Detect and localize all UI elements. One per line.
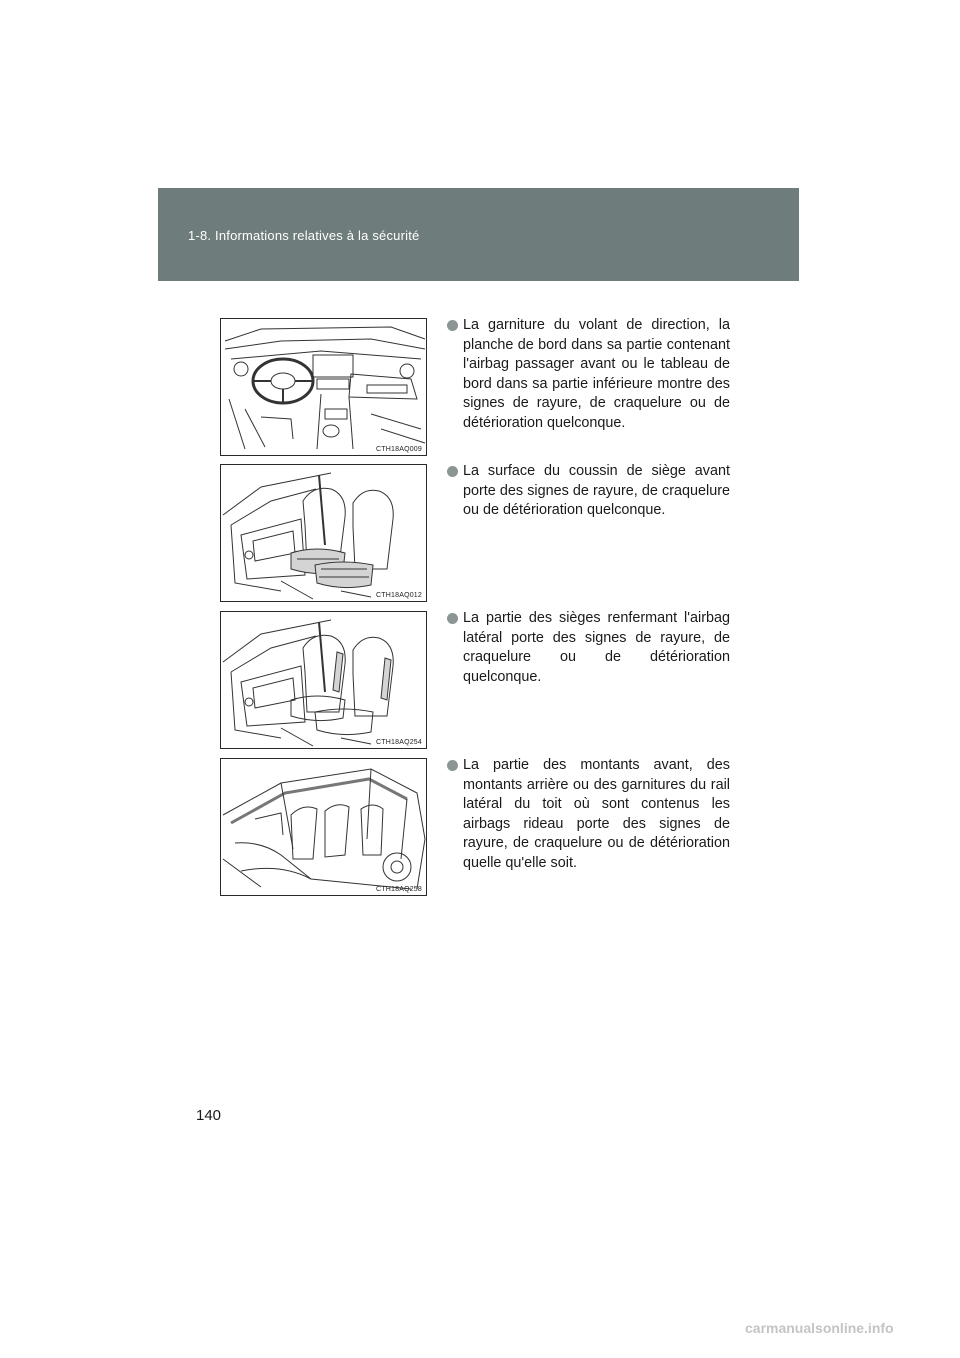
figure-code: CTH18AQ012: [376, 592, 422, 599]
figure-side-airbag-seats: [220, 611, 427, 749]
bullet-icon: [447, 320, 458, 331]
figure-code: CTH18AQ258: [376, 886, 422, 893]
seat-cushion-illustration: [221, 465, 427, 602]
list-item: [447, 609, 730, 687]
list-item: [447, 756, 730, 874]
figure-dashboard: [220, 318, 427, 456]
bullet-icon: [447, 760, 458, 771]
dashboard-illustration: [221, 319, 427, 456]
figure-code: CTH18AQ254: [376, 739, 422, 746]
section-title: 1-8. Informations relatives à la sécurité: [188, 228, 420, 243]
figure-code: CTH18AQ009: [376, 446, 422, 453]
item-text: La partie des sièges renfermant l'airbag latéral porte des signes de rayure, de craquelure ou de détérioration quelconque.: [463, 610, 730, 685]
side-airbag-illustration: [221, 612, 427, 749]
figure-front-seats: [220, 464, 427, 602]
list-item: [447, 316, 730, 434]
figure-curtain-airbags: [220, 758, 427, 896]
item-text: La surface du coussin de siège avant porte des signes de rayure, de craquelure ou de détérioration quelconque.: [463, 463, 730, 519]
list-item: [447, 462, 730, 521]
section-header-band: [158, 188, 799, 281]
item-text: La partie des montants avant, des montants arrière ou des garnitures du rail latéral du toit où sont contenus les airbags rideau porte des signes de rayure, de craquelure ou de détérioration quelle qu'elle soit.: [463, 757, 730, 871]
bullet-icon: [447, 466, 458, 477]
page-number: 140: [196, 1107, 222, 1124]
bullet-icon: [447, 613, 458, 624]
watermark-logo: [745, 1318, 950, 1338]
svg-text:carmanualsonline.info: carmanualsonline.info: [745, 1320, 894, 1336]
curtain-airbag-illustration: [221, 759, 427, 896]
item-text: La garniture du volant de direction, la planche de bord dans sa partie contenant l'airbag passager avant ou le tableau de bord dans sa partie inférieure montre des signes de rayure, de craquelure ou de détérioration quelconque.: [463, 317, 730, 431]
